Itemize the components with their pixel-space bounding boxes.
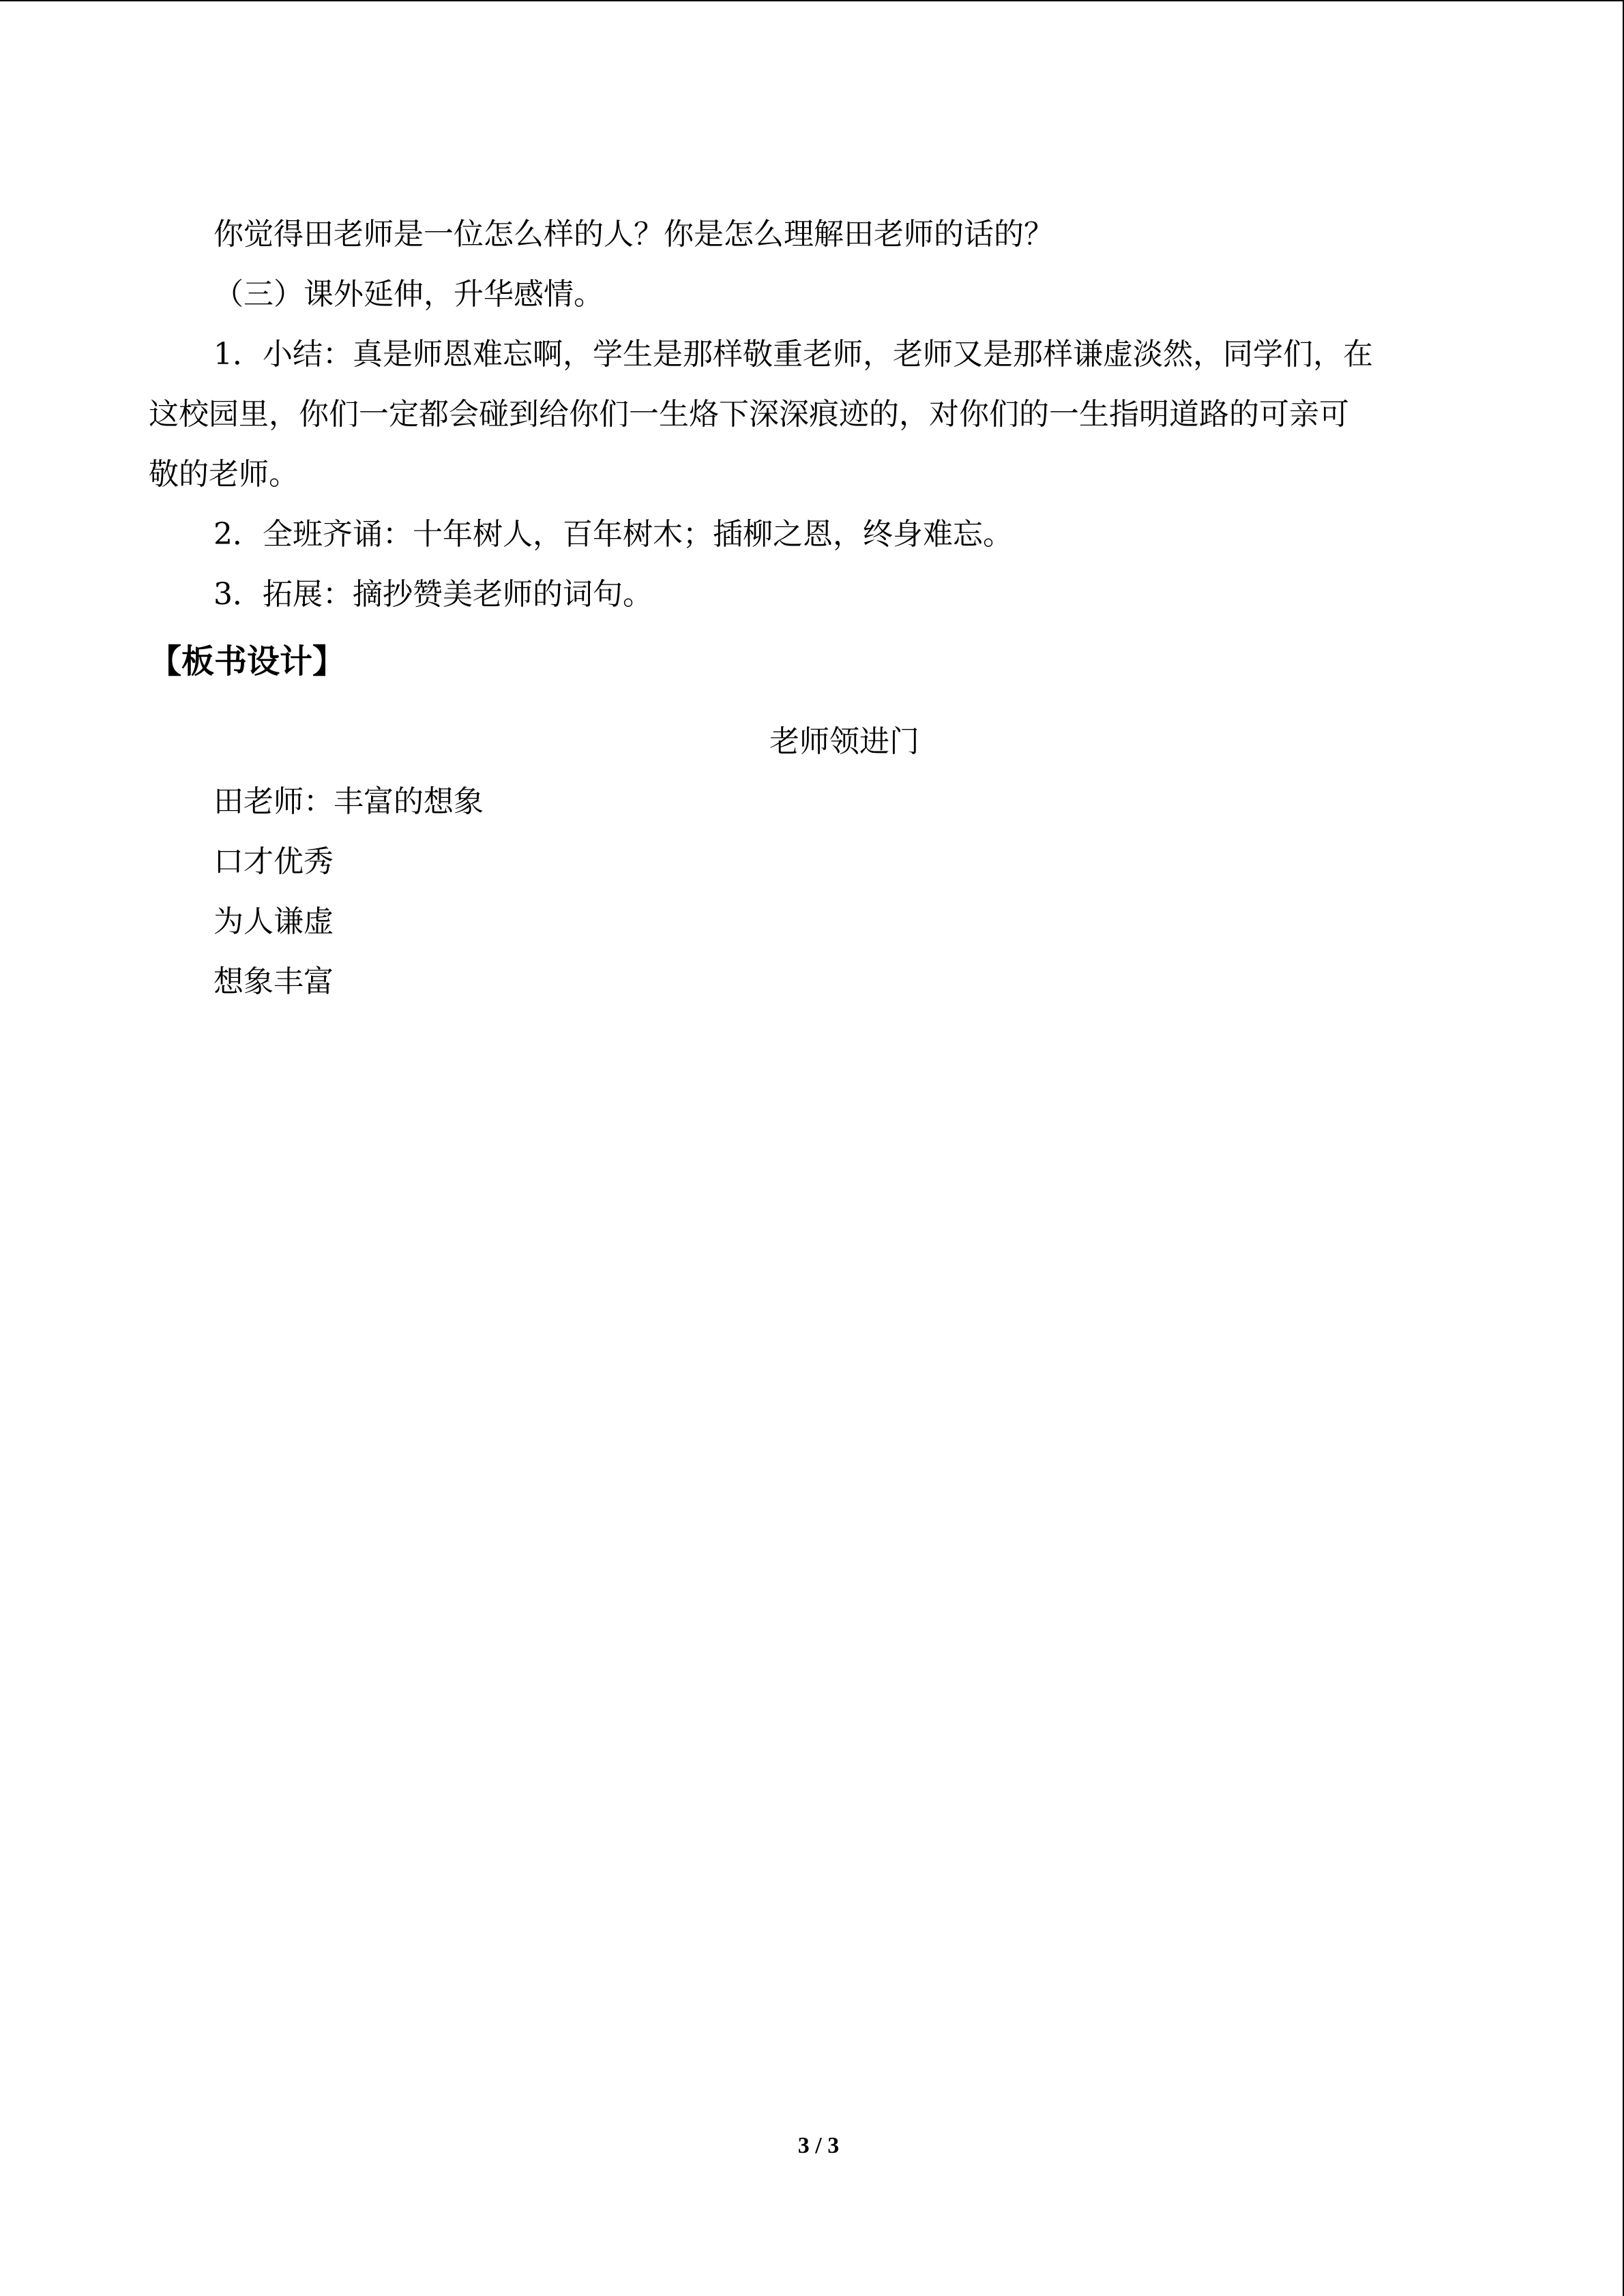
board-item: 口才优秀	[213, 844, 334, 879]
paragraph-section-three: （三）课外延伸，升华感情。	[213, 277, 604, 312]
page-number: 3 / 3	[797, 2133, 840, 2158]
paragraph-summary-line-2: 这校园里，你们一定都会碰到给你们一生烙下深深痕迹的，对你们的一生指明道路的可亲可	[149, 397, 1349, 432]
paragraph-recitation: 2．全班齐诵：十年树人，百年树木；插柳之恩，终身难忘。	[213, 517, 1013, 552]
board-title: 老师领进门	[769, 724, 919, 759]
paragraph-summary-line-1: 1．小结：真是师恩难忘啊，学生是那样敬重老师，老师又是那样谦虚淡然，同学们，在	[213, 337, 1373, 372]
paragraph-extension: 3．拓展：摘抄赞美老师的词句。	[213, 577, 653, 612]
board-item: 想象丰富	[213, 964, 334, 999]
board-item: 为人谦虚	[213, 904, 334, 939]
paragraph-question: 你觉得田老师是一位怎么样的人？你是怎么理解田老师的话的？	[213, 217, 1054, 252]
board-item: 田老师：丰富的想象	[213, 784, 484, 819]
section-heading-board-design: 【板书设计】	[149, 642, 346, 681]
paragraph-summary-line-3: 敬的老师。	[149, 457, 299, 492]
